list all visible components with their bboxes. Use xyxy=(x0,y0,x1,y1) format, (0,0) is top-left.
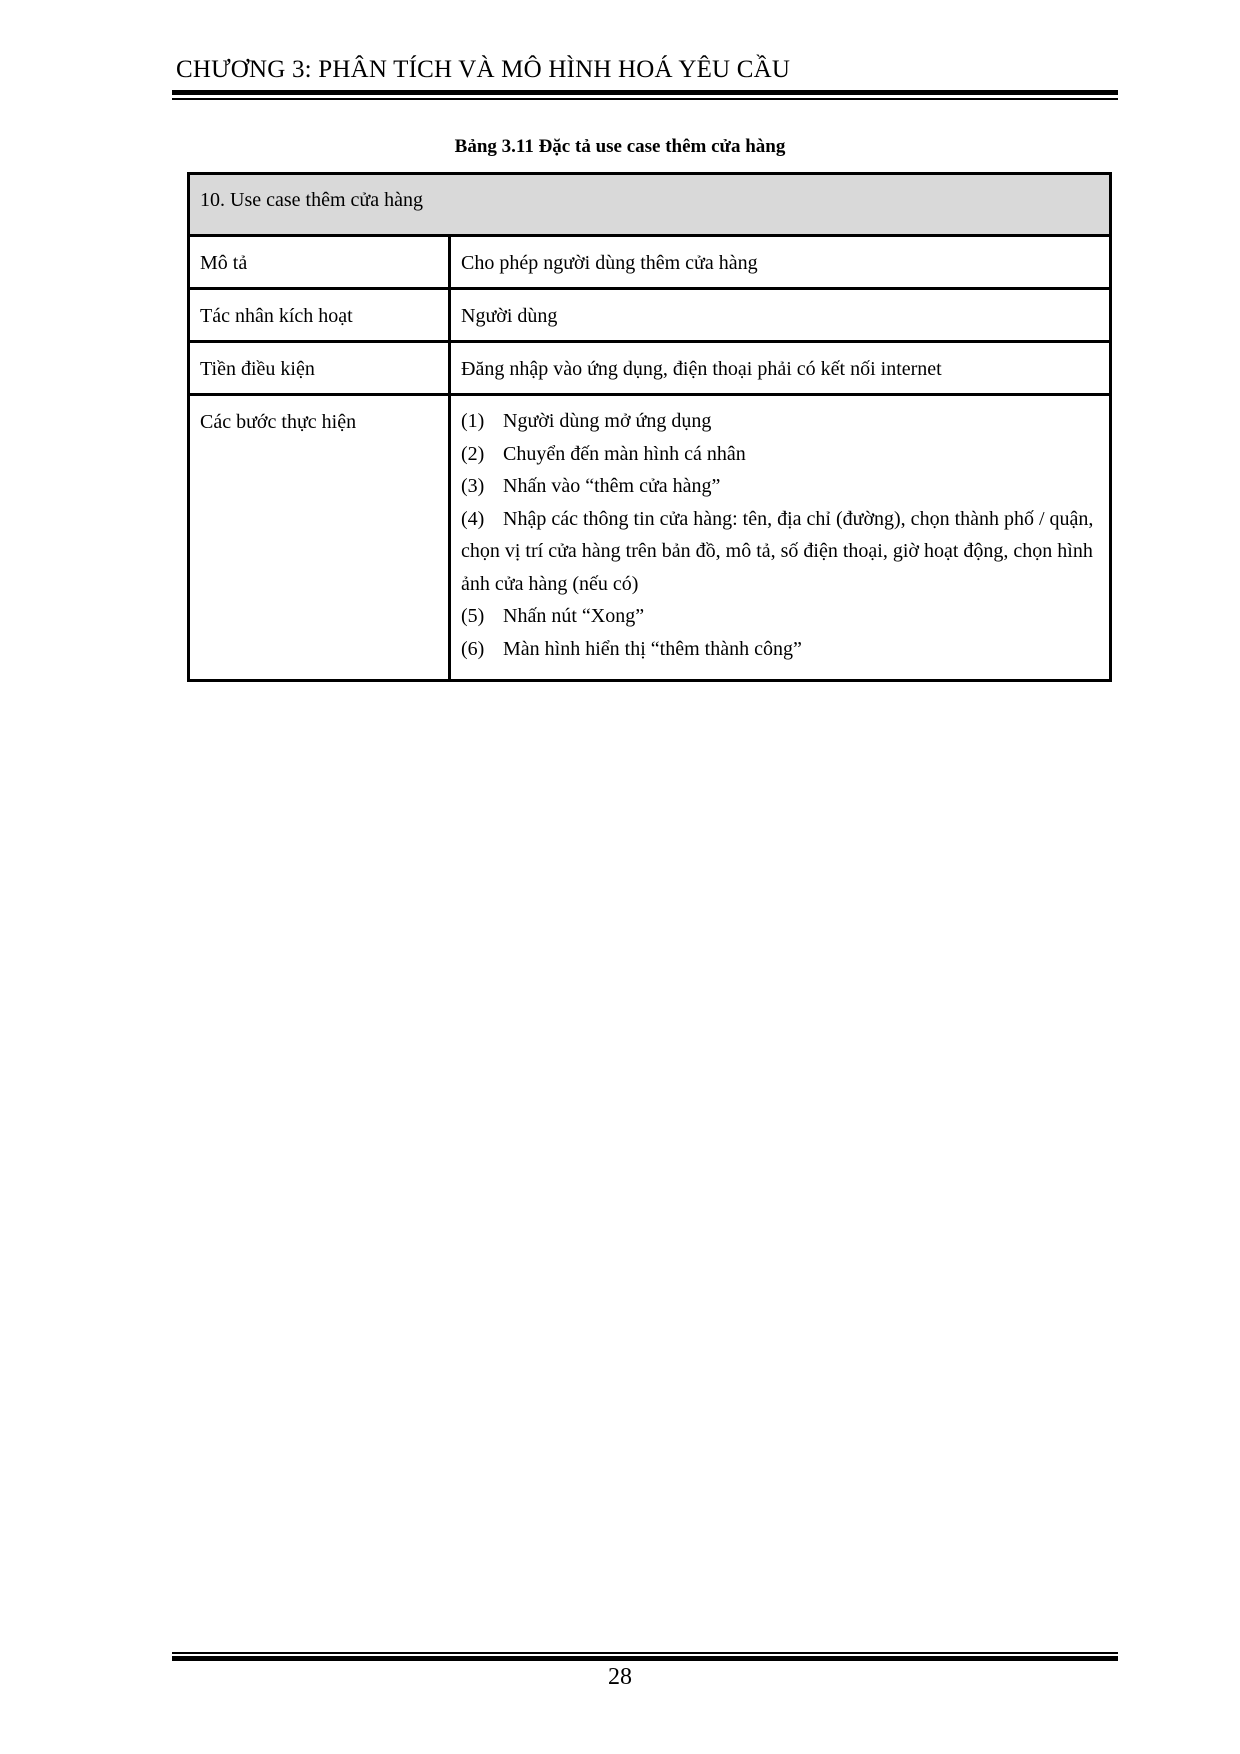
row-value-actor: Người dùng xyxy=(450,289,1111,342)
step-number: (6) xyxy=(461,637,485,660)
footer-rule-thin xyxy=(172,1652,1118,1654)
use-case-table xyxy=(187,172,1112,682)
step-item xyxy=(461,405,1099,438)
step-text: Nhấn vào “thêm cửa hàng” xyxy=(503,475,721,497)
step-number: (3) xyxy=(461,475,485,497)
step-number: (2) xyxy=(461,442,485,465)
table-row xyxy=(189,289,1111,342)
row-value-precondition: Đăng nhập vào ứng dụng, điện thoại phải có kết nối internet xyxy=(450,342,1111,395)
table-title: 10. Use case thêm cửa hàng xyxy=(189,174,1111,236)
row-value-description: Cho phép người dùng thêm cửa hàng xyxy=(450,236,1111,289)
step-item xyxy=(461,600,1099,633)
header-rule-thick xyxy=(172,90,1118,95)
step-item xyxy=(461,503,1099,601)
step-text: Nhấn nút “Xong” xyxy=(503,605,645,627)
table-row xyxy=(189,342,1111,395)
row-label-precondition: Tiền điều kiện xyxy=(189,342,450,395)
row-label-actor: Tác nhân kích hoạt xyxy=(189,289,450,342)
step-item xyxy=(461,470,1099,503)
step-number: (4) xyxy=(461,507,485,530)
step-text: Nhập các thông tin cửa hàng: tên, địa chỉ (đường), chọn thành phố / quận, chọn vị trí cửa hàng trên bản đồ, mô tả, số điện thoại, giờ hoạt động, chọn hình ảnh cửa hàng (nếu có) xyxy=(461,507,1094,595)
step-item xyxy=(461,438,1099,471)
step-text: Màn hình hiển thị “thêm thành công” xyxy=(503,637,802,660)
footer-rule-thick xyxy=(172,1656,1118,1661)
step-number: (5) xyxy=(461,605,485,627)
table-title-row xyxy=(189,174,1111,236)
steps-list xyxy=(450,395,1111,681)
step-item xyxy=(461,633,1099,666)
table-caption: Bảng 3.11 Đặc tả use case thêm cửa hàng xyxy=(454,136,786,157)
table-row-steps xyxy=(189,395,1111,681)
row-label-steps: Các bước thực hiện xyxy=(189,395,450,681)
step-text: Chuyển đến màn hình cá nhân xyxy=(503,442,746,465)
running-header-title: CHƯƠNG 3: PHÂN TÍCH VÀ MÔ HÌNH HOÁ YÊU CẦU xyxy=(176,56,791,83)
table-row xyxy=(189,236,1111,289)
header-rule-thin xyxy=(172,98,1118,100)
step-text: Người dùng mở ứng dụng xyxy=(503,410,712,432)
row-label-description: Mô tả xyxy=(189,236,450,289)
step-number: (1) xyxy=(461,410,485,432)
page-number: 28 xyxy=(608,1664,632,1690)
